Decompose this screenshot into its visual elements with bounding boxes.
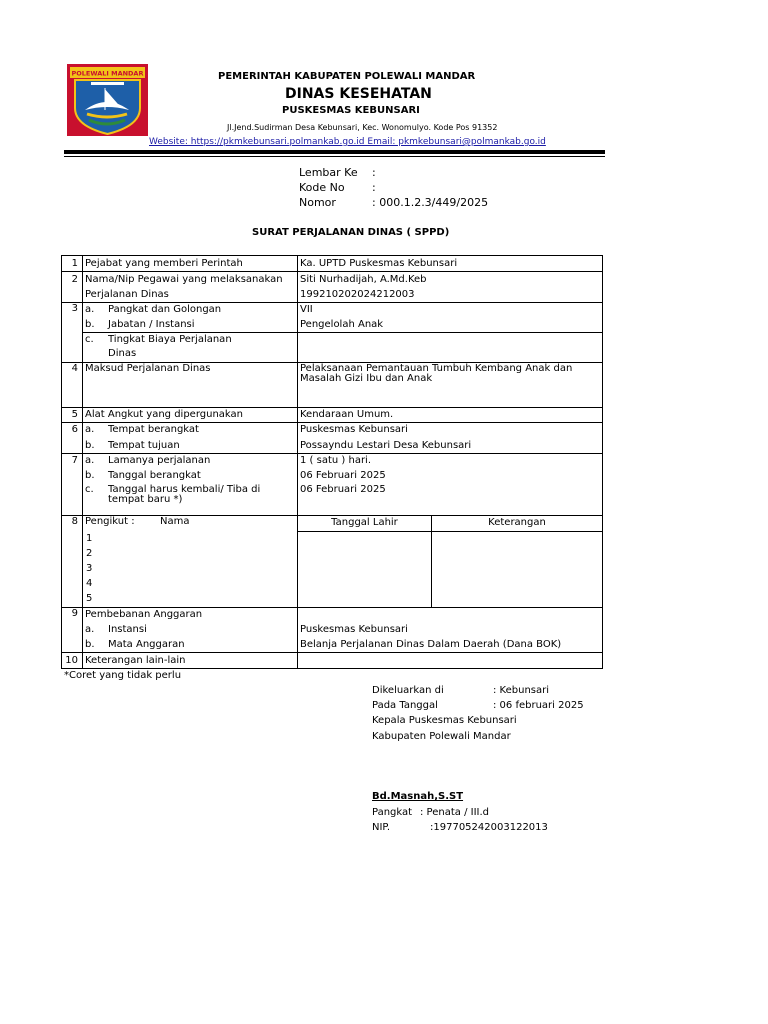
column-header-name: Nama <box>160 516 190 527</box>
issued-at-value: : Kebunsari <box>493 685 550 696</box>
follower-item: 5 <box>86 593 93 604</box>
row-label: Mata Anggaran <box>108 639 185 650</box>
sub-letter: b. <box>85 319 95 330</box>
row-value: Pengelolah Anak <box>300 319 384 330</box>
signer-name: Bd.Masnah,S.ST <box>372 791 464 802</box>
row-label: Lamanya perjalanan <box>108 455 211 466</box>
issued-date-label: Pada Tanggal <box>372 700 438 711</box>
sub-letter: b. <box>85 440 95 451</box>
header-rule-thick <box>64 150 605 154</box>
row-number: 6 <box>71 424 78 435</box>
follower-item: 3 <box>86 563 93 574</box>
row-value: Kendaraan Umum. <box>300 409 394 420</box>
nip-label: NIP. <box>372 822 391 833</box>
row-number: 9 <box>71 608 78 619</box>
row-label: Tanggal berangkat <box>108 470 201 481</box>
kode-label: Kode No <box>299 181 345 194</box>
row-number: 5 <box>71 409 78 420</box>
column-header-dob: Tanggal Lahir <box>331 517 398 528</box>
row-number: 3 <box>71 303 78 314</box>
sub-letter: a. <box>85 304 95 315</box>
row-value: 06 Februari 2025 <box>300 484 386 495</box>
row-value: Puskesmas Kebunsari <box>300 424 408 435</box>
row-value: 1 ( satu ) hari. <box>300 455 372 466</box>
row-value: Belanja Perjalanan Dinas Dalam Daerah (Dana BOK) <box>300 639 562 650</box>
row-value: 06 Februari 2025 <box>300 470 386 481</box>
column-header-note: Keterangan <box>488 517 546 528</box>
rank-label: Pangkat <box>372 807 413 818</box>
row-label: Pembebanan Anggaran <box>85 609 203 620</box>
emblem-text: POLEWALI MANDAR <box>71 69 144 78</box>
row-number: 4 <box>71 363 78 374</box>
government-name: PEMERINTAH KABUPATEN POLEWALI MANDAR <box>218 71 476 82</box>
unit-name: PUSKESMAS KEBUNSARI <box>282 105 420 116</box>
row-label: Keterangan lain-lain <box>85 655 186 666</box>
row-value: Masalah Gizi Ibu dan Anak <box>300 373 433 384</box>
sub-letter: a. <box>85 424 95 435</box>
contact-link[interactable]: Website: https://pkmkebunsari.polmankab.go.id Email: pkmkebunsari@polmankab.go.id <box>149 137 546 147</box>
sub-letter: b. <box>85 470 95 481</box>
follower-item: 4 <box>86 578 93 589</box>
follower-item: 2 <box>86 548 93 559</box>
row-value: VII <box>300 304 313 315</box>
row-label: Instansi <box>108 624 147 635</box>
row-label: Tempat tujuan <box>108 440 180 451</box>
row-label: Pejabat yang memberi Perintah <box>85 258 243 269</box>
rank-value: : Penata / III.d <box>420 807 489 818</box>
sub-letter: b. <box>85 639 95 650</box>
row-label: Maksud Perjalanan Dinas <box>85 363 211 374</box>
header-rule-thin <box>64 156 605 157</box>
lembar-label: Lembar Ke <box>299 166 358 179</box>
row-label: Dinas <box>108 348 137 359</box>
row-label: Tingkat Biaya Perjalanan <box>108 334 232 345</box>
follower-item: 1 <box>86 533 93 544</box>
row-number: 10 <box>65 655 78 666</box>
issued-date-value: : 06 februari 2025 <box>493 700 584 711</box>
row-label: Jabatan / Instansi <box>108 319 195 330</box>
row-number: 2 <box>71 274 78 285</box>
row-label: Tempat berangkat <box>108 424 199 435</box>
nomor-label: Nomor <box>299 196 336 209</box>
row-number: 8 <box>71 516 78 527</box>
row-value: Siti Nurhadijah, A.Md.Keb <box>300 274 427 285</box>
sub-letter: c. <box>85 334 94 345</box>
agency-name: DINAS KESEHATAN <box>285 86 432 102</box>
row-label: Nama/Nip Pegawai yang melaksanakan <box>85 274 283 285</box>
sub-letter: c. <box>85 484 94 495</box>
office-address: Jl.Jend.Sudirman Desa Kebunsari, Kec. Wonomulyo. Kode Pos 91352 <box>227 123 498 132</box>
issued-at-label: Dikeluarkan di <box>372 685 444 696</box>
sub-letter: a. <box>85 624 95 635</box>
row-label: tempat baru *) <box>108 494 183 505</box>
signer-region: Kabupaten Polewali Mandar <box>372 731 511 742</box>
row-number: 7 <box>71 455 78 466</box>
row-value: Pelaksanaan Pemantauan Tumbuh Kembang Anak dan <box>300 363 573 374</box>
row-value: 199210202024212003 <box>300 289 415 300</box>
document-title: SURAT PERJALANAN DINAS ( SPPD) <box>252 227 450 238</box>
row-label: Perjalanan Dinas <box>85 289 169 300</box>
row-number: 1 <box>71 258 78 269</box>
row-value: Puskesmas Kebunsari <box>300 624 408 635</box>
signer-title: Kepala Puskesmas Kebunsari <box>372 715 517 726</box>
nip-value: :197705242003122013 <box>430 822 548 833</box>
row-label: Tanggal harus kembali/ Tiba di <box>108 484 261 495</box>
sub-letter: a. <box>85 455 95 466</box>
lembar-value: : <box>372 166 376 179</box>
row-value: Possayndu Lestari Desa Kebunsari <box>300 440 472 451</box>
row-label: Alat Angkut yang dipergunakan <box>85 409 243 420</box>
row-label: Pangkat dan Golongan <box>108 304 222 315</box>
nomor-value: : 000.1.2.3/449/2025 <box>372 196 489 209</box>
polewali-mandar-emblem <box>67 64 148 136</box>
row-value: Ka. UPTD Puskesmas Kebunsari <box>300 258 458 269</box>
kode-value: : <box>372 181 376 194</box>
footnote: *Coret yang tidak perlu <box>64 670 182 681</box>
row-label: Pengikut : <box>85 516 135 527</box>
